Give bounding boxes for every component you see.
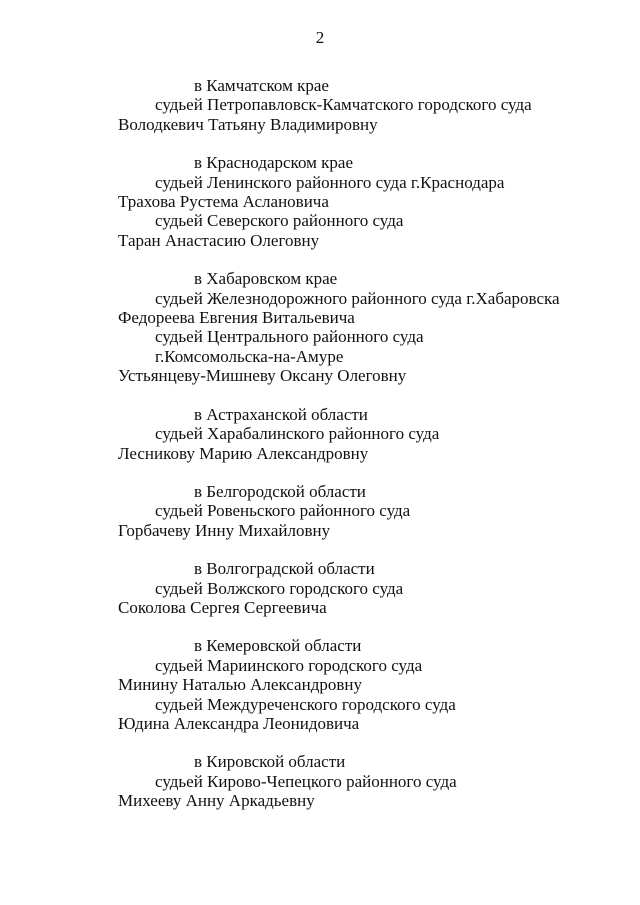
court-line: г.Комсомольска-на-Амуре — [155, 346, 344, 366]
judge-name: Михееву Анну Аркадьевну — [118, 791, 315, 811]
region-block — [118, 153, 618, 250]
judge-name: Таран Анастасию Олеговну — [118, 230, 320, 250]
region-title: в Белгородской области — [194, 481, 366, 501]
court-line: судьей Харабалинского районного суда — [155, 424, 440, 444]
court-line: судьей Центрального районного суда — [155, 327, 424, 347]
region-title: в Кировской области — [194, 752, 346, 772]
court-line: судьей Волжского городского суда — [155, 578, 404, 598]
judge-name: Горбачеву Инну Михайловну — [118, 520, 331, 540]
region-block — [118, 636, 618, 733]
court-line: судьей Кирово-Чепецкого районного суда — [155, 771, 457, 791]
court-line: судьей Северского районного суда — [155, 211, 404, 231]
region-block — [118, 559, 618, 617]
region-block — [118, 405, 618, 463]
judge-name: Соколова Сергея Сергеевича — [118, 597, 327, 617]
page-number: 2 — [315, 28, 325, 47]
region-title: в Хабаровском крае — [194, 269, 338, 289]
appointments-list — [118, 76, 618, 830]
judge-name: Лесникову Марию Александровну — [118, 443, 369, 463]
region-title: в Астраханской области — [194, 404, 368, 424]
judge-name: Трахова Рустема Аслановича — [118, 192, 329, 212]
region-block — [118, 482, 618, 540]
judge-name: Юдина Александра Леонидовича — [118, 713, 360, 733]
judge-name: Устьянцеву-Мишневу Оксану Олеговну — [118, 366, 407, 386]
region-title: в Камчатском крае — [194, 76, 329, 95]
region-block — [118, 752, 618, 810]
court-line: судьей Ровеньского районного суда — [155, 501, 411, 521]
court-line: судьей Мариинского городского суда — [155, 655, 423, 675]
judge-name: Федореева Евгения Витальевича — [118, 308, 355, 328]
court-line: судьей Междуреченского городского суда — [155, 694, 456, 714]
region-block — [118, 269, 618, 385]
court-line: судьей Ленинского районного суда г.Краснодара — [155, 172, 505, 192]
judge-name: Минину Наталью Александровну — [118, 675, 362, 695]
court-line: судьей Железнодорожного районного суда г.Хабаровска — [155, 288, 560, 308]
region-title: в Кемеровской области — [194, 636, 362, 656]
judge-name: Володкевич Татьяну Владимировну — [118, 114, 378, 134]
court-line: судьей Петропавловск-Камчатского городского суда — [155, 95, 532, 115]
region-block — [118, 76, 618, 134]
region-title: в Волгоградской области — [194, 559, 375, 579]
region-title: в Краснодарском крае — [194, 153, 353, 173]
